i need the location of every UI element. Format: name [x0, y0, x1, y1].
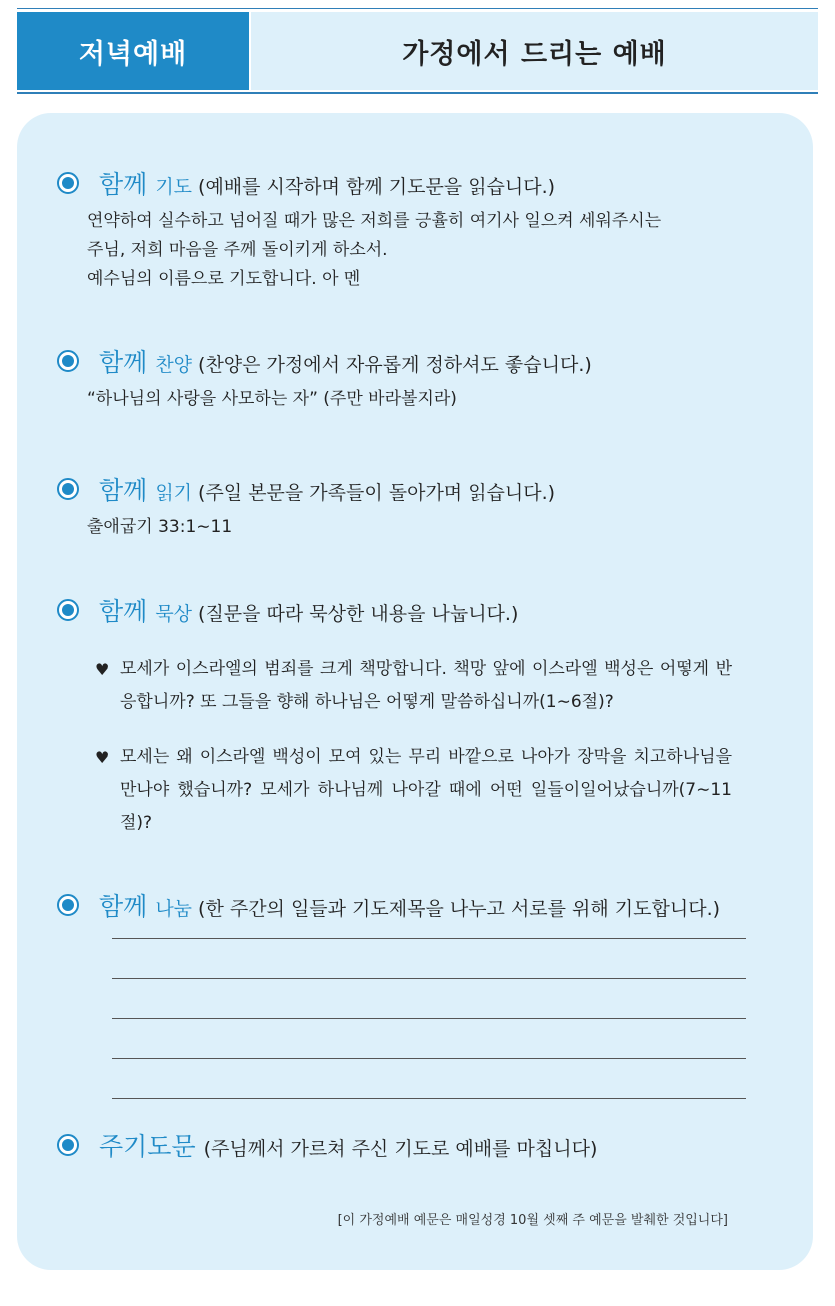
question-text: 모세는 왜 이스라엘 백성이 모여 있는 무리 바깥으로 나아가 장막을 치고하나님을 만나야 했습니까? 모세가 하나님께 나아갈 때에 어떤 일들이일어났습니까(7∼11절)? [120, 747, 732, 833]
heading-desc: (한 주간의 일들과 기도제목을 나누고 서로를 위해 기도합니다.) [198, 898, 721, 920]
circle-bullet-icon [57, 1134, 79, 1156]
section-heading [57, 592, 795, 628]
heading-sub: 읽기 [155, 482, 193, 504]
circle-bullet-icon [57, 599, 79, 621]
heading-main: 함께 [99, 170, 148, 199]
heading-main: 함께 [99, 476, 148, 505]
heading-main: 주기도문 [99, 1132, 196, 1161]
meditation-question [95, 741, 732, 840]
heading-desc: (질문을 따라 묵상한 내용을 나눕니다.) [198, 603, 519, 625]
heading-sub: 기도 [155, 176, 193, 198]
header-label: 저녁예배 [17, 12, 249, 90]
section-prayer [57, 165, 795, 294]
prayer-line: 주님, 저희 마음을 주께 돌이키게 하소서. [87, 240, 388, 260]
scripture-reference: 출애굽기 33:1∼11 [87, 517, 233, 537]
writing-line[interactable] [112, 1098, 746, 1099]
writing-line[interactable] [112, 1058, 746, 1059]
section-heading [57, 471, 795, 507]
writing-line[interactable] [112, 978, 746, 979]
header-top-rule [17, 8, 818, 9]
heart-icon: ♥ [95, 660, 110, 679]
section-heading [57, 165, 795, 201]
heading-desc: (찬양은 가정에서 자유롭게 정하셔도 좋습니다.) [198, 354, 592, 376]
section-lords-prayer [57, 1127, 795, 1163]
section-sharing [57, 887, 795, 923]
heading-sub: 나눔 [155, 898, 193, 920]
question-text: 모세가 이스라엘의 범죄를 크게 책망합니다. 책망 앞에 이스라엘 백성은 어떻게 반응합니까? 또 그들을 향해 하나님은 어떻게 말씀하십니까(1∼6절)? [120, 659, 732, 712]
meditation-question [95, 653, 732, 719]
heading-desc: (주님께서 가르쳐 주신 기도로 예배를 마칩니다) [203, 1138, 598, 1160]
header-bottom-rule [17, 92, 818, 94]
section-heading [57, 1127, 795, 1163]
section-heading [57, 887, 795, 923]
prayer-text [87, 207, 795, 294]
section-meditation [57, 592, 795, 628]
heart-icon: ♥ [95, 748, 110, 767]
heading-main: 함께 [99, 597, 148, 626]
section-heading [57, 343, 795, 379]
heading-main: 함께 [99, 892, 148, 921]
prayer-line: 연약하여 실수하고 넘어질 때가 많은 저희를 긍휼히 여기사 일으켜 세워주시는 [87, 211, 662, 231]
circle-bullet-icon [57, 478, 79, 500]
section-reading [57, 471, 795, 542]
heading-desc: (주일 본문을 가족들이 돌아가며 읽습니다.) [198, 482, 556, 504]
writing-line[interactable] [112, 1018, 746, 1019]
circle-bullet-icon [57, 894, 79, 916]
circle-bullet-icon [57, 350, 79, 372]
section-praise [57, 343, 795, 414]
hymn-title: “하나님의 사랑을 사모하는 자” (주만 바라볼지라) [87, 389, 457, 409]
heading-sub: 묵상 [155, 603, 193, 625]
heading-desc: (예배를 시작하며 함께 기도문을 읽습니다.) [198, 176, 556, 198]
writing-line[interactable] [112, 938, 746, 939]
prayer-line: 예수님의 이름으로 기도합니다. 아 멘 [87, 269, 361, 289]
page-title: 가정에서 드리는 예배 [251, 12, 818, 90]
heading-main: 함께 [99, 348, 148, 377]
footnote: [이 가정예배 예문은 매일성경 10월 셋째 주 예문을 발췌한 것입니다] [337, 1213, 728, 1228]
circle-bullet-icon [57, 172, 79, 194]
heading-sub: 찬양 [155, 354, 193, 376]
